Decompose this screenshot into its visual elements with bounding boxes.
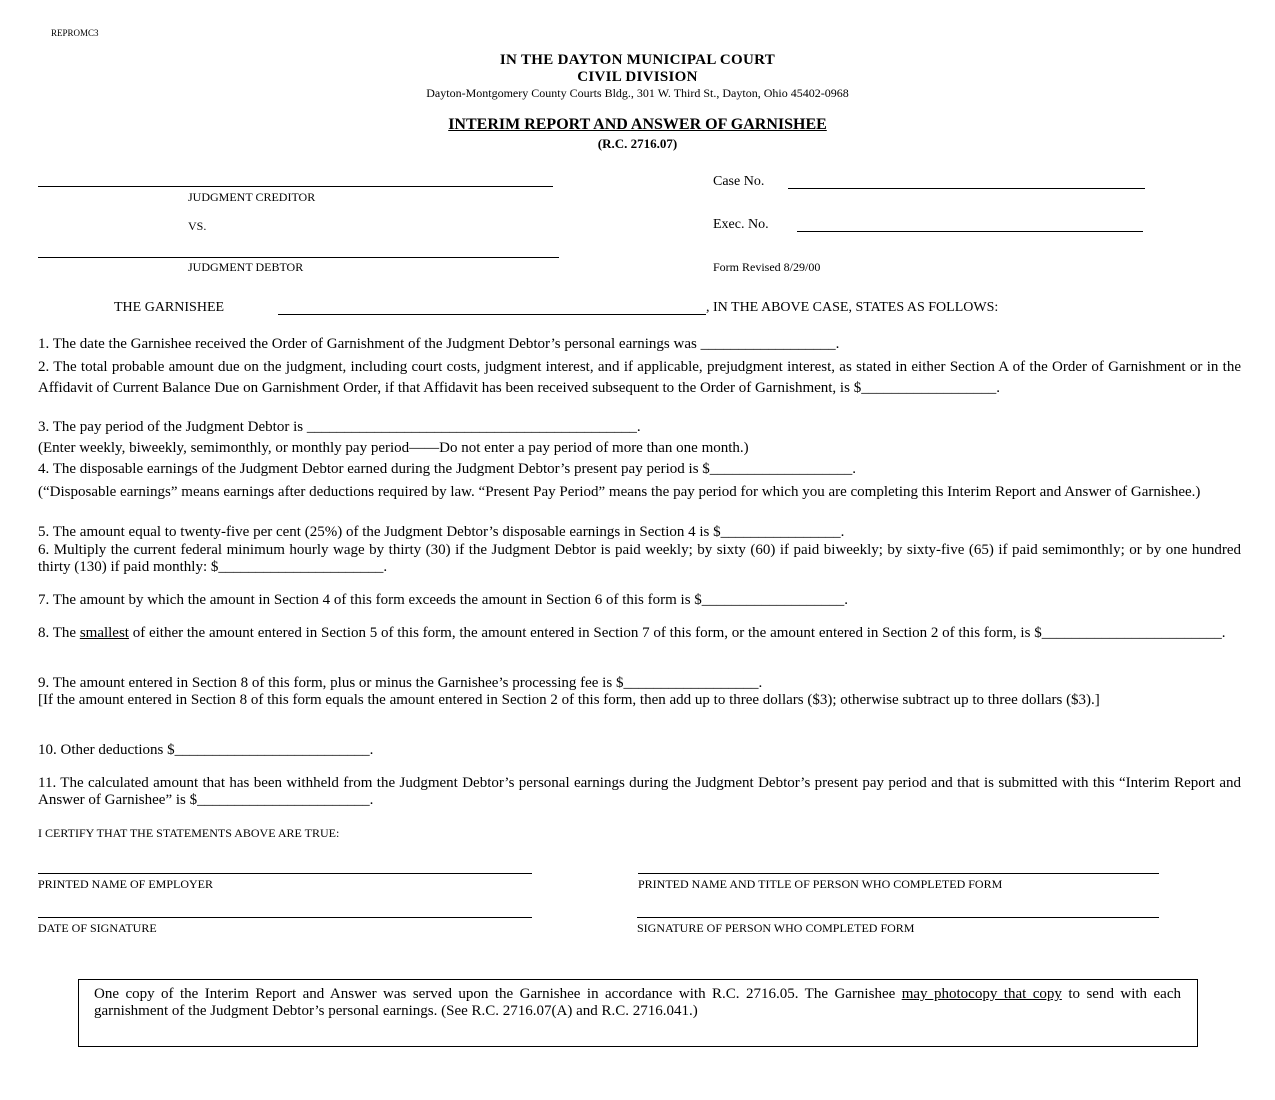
item-6: 6. Multiply the current federal minimum hourly wage by thirty (30) if the Judgment Debtor is paid weekly; by sixty (60) if paid biweekly; by sixty-five (65) if paid semimonthly; or by one hundred thirty (130) if paid monthly: $______________________. (38, 542, 1241, 575)
item-4: 4. The disposable earnings of the Judgment Debtor earned during the Judgment Debtor’s present pay period is $___________________. (38, 461, 857, 477)
exec-no-label: Exec. No. (713, 217, 769, 232)
signature-date-label: DATE OF SIGNATURE (38, 921, 157, 935)
judgment-creditor-line[interactable] (38, 186, 553, 187)
completer-name-field[interactable] (638, 873, 1159, 874)
employer-name-label: PRINTED NAME OF EMPLOYER (38, 877, 214, 891)
form-title: INTERIM REPORT AND ANSWER OF GARNISHEE (448, 116, 827, 133)
item-9: 9. The amount entered in Section 8 of this form, plus or minus the Garnishee’s processing fee is $__________________. (38, 675, 763, 691)
court-division: CIVIL DIVISION (577, 69, 698, 85)
item-8-end: of either the amount entered in Section 5 of this form, the amount entered in Section 7 of this form, or the amount entered in Section 2 of this form, is $________________________. (128, 625, 1226, 641)
completer-name-label: PRINTED NAME AND TITLE OF PERSON WHO COMPLETED FORM (638, 877, 1003, 891)
garnishee-name-field[interactable] (278, 314, 706, 315)
service-notice-box (78, 979, 1198, 1047)
garnishee-statement-trail: , IN THE ABOVE CASE, STATES AS FOLLOWS: (706, 300, 999, 315)
item-7: 7. The amount by which the amount in Section 4 of this form exceeds the amount in Section 6 of this form is $___________________. (38, 592, 849, 608)
exec-no-field[interactable] (797, 231, 1143, 232)
signature-date-field[interactable] (38, 917, 532, 918)
case-no-field[interactable] (788, 188, 1145, 189)
garnishee-lead: THE GARNISHEE (114, 300, 225, 315)
employer-name-field[interactable] (38, 873, 532, 874)
service-notice-text (94, 986, 1181, 1020)
form-revised-date: Form Revised 8/29/00 (713, 260, 821, 274)
statute-reference: (R.C. 2716.07) (597, 136, 678, 151)
form-code: REPROMC3 (51, 28, 99, 38)
item-11: 11. The calculated amount that has been withheld from the Judgment Debtor’s personal earnings during the Judgment Debtor’s present pay period and that is submitted with this “Interim Report and Answer of Garnishee” is $_______________________. (38, 775, 1241, 808)
court-address: Dayton-Montgomery County Courts Bldg., 301 W. Third St., Dayton, Ohio 45402-0968 (426, 86, 849, 100)
signature-label: SIGNATURE OF PERSON WHO COMPLETED FORM (637, 921, 915, 935)
item-4-note: (“Disposable earnings” means earnings after deductions required by law. “Present Pay Period” means the pay period for which you are completing this Interim Report and Answer of Garnishee.) (38, 484, 1201, 500)
notice-part-1: One copy of the Interim Report and Answer was served upon the Garnishee in accordance with R.C. 2716.05. The Garnishee (94, 986, 902, 1002)
judgment-creditor-label: JUDGMENT CREDITOR (188, 190, 316, 204)
item-10: 10. Other deductions $__________________________. (38, 742, 374, 758)
judgment-debtor-line[interactable] (38, 257, 559, 258)
item-3-note: (Enter weekly, biweekly, semimonthly, or monthly pay period——Do not enter a pay period of more than one month.) (38, 440, 749, 456)
item-5: 5. The amount equal to twenty-five per cent (25%) of the Judgment Debtor’s disposable earnings in Section 4 is $________________. (38, 524, 845, 540)
item-1: 1. The date the Garnishee received the Order of Garnishment of the Judgment Debtor’s personal earnings was __________________. (38, 336, 840, 352)
item-2: 2. The total probable amount due on the judgment, including court costs, judgment interest, and if applicable, prejudgment interest, as stated in either Section A of the Order of Garnishment or in the Affidavit of Current Balance Due on Garnishment Order, if that Affidavit has been received subsequent to the Order of Garnishment, is $__________________. (38, 359, 1241, 396)
case-no-label: Case No. (713, 174, 765, 189)
item-8-emphasis: smallest (79, 625, 129, 641)
versus-label: VS. (188, 219, 207, 233)
item-9-note: [If the amount entered in Section 8 of this form equals the amount entered in Section 2 of this form, then add up to three dollars ($3); otherwise subtract up to three dollars ($3).] (38, 692, 1100, 708)
notice-underlined: may photocopy that copy (901, 986, 1062, 1002)
judgment-debtor-label: JUDGMENT DEBTOR (188, 260, 304, 274)
item-3: 3. The pay period of the Judgment Debtor is ____________________________________________. (38, 419, 641, 435)
item-8-start: 8. The (38, 625, 80, 641)
certification-statement: I CERTIFY THAT THE STATEMENTS ABOVE ARE TRUE: (38, 826, 340, 840)
court-name: IN THE DAYTON MUNICIPAL COURT (499, 52, 776, 68)
item-8 (38, 625, 1241, 642)
signature-field[interactable] (637, 917, 1159, 918)
notice-part-2: to send with each garnishment of the Judgment Debtor’s personal earnings. (See R.C. 2716.07(A) and R.C. 2716.041.) (94, 986, 1181, 1019)
